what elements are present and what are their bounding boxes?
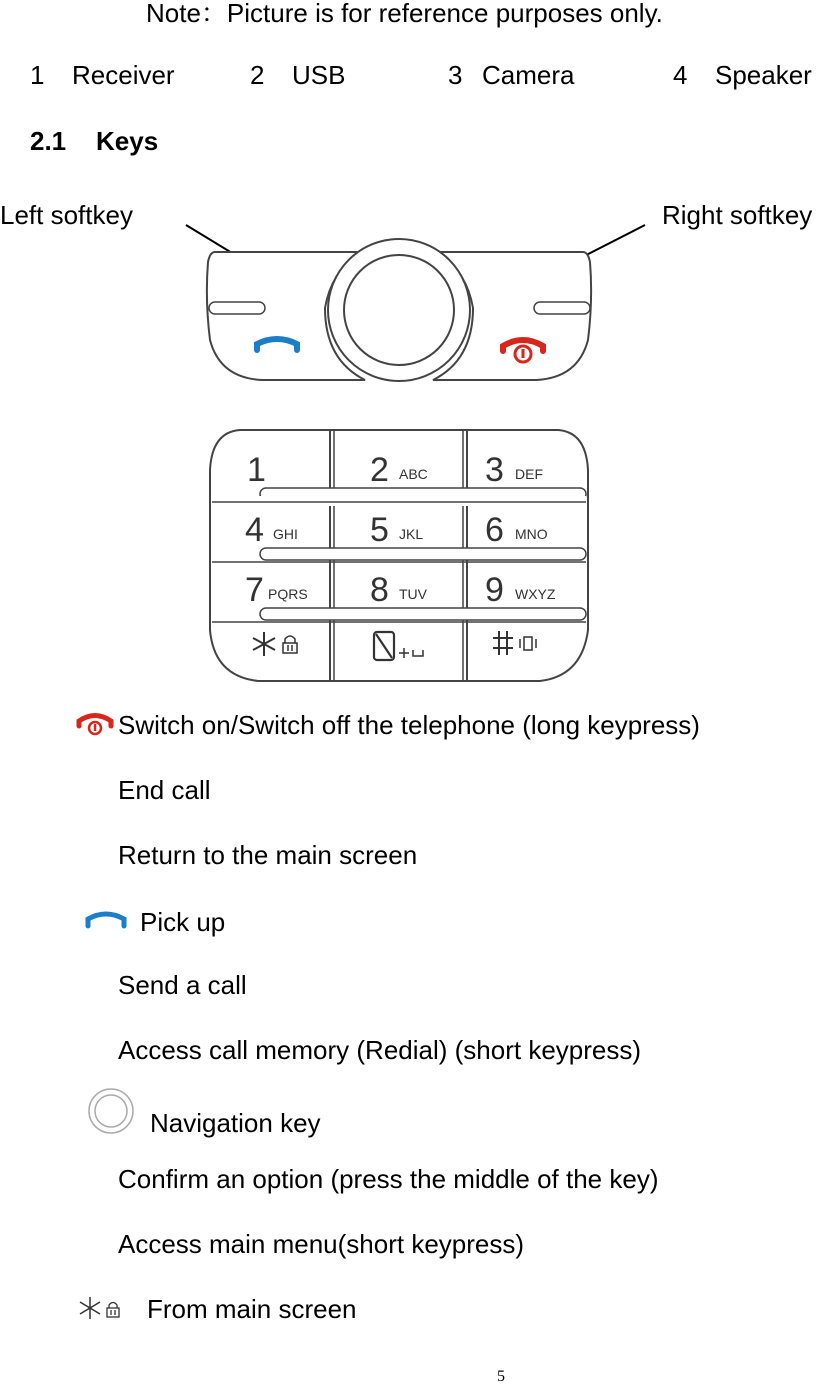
key-digit: 9: [485, 571, 504, 609]
left-softkey-label: Left softkey: [0, 200, 133, 230]
part-label-camera: Camera: [482, 60, 575, 90]
section-number: 2.1: [30, 126, 67, 156]
part-number-3: 3: [448, 60, 463, 90]
star-key-desc-1: From main screen: [147, 1294, 357, 1324]
send-key-desc-1: Pick up: [140, 907, 226, 937]
end-call-icon: [76, 708, 116, 738]
key-letters: WXYZ: [515, 586, 556, 602]
navigation-center-button[interactable]: [344, 255, 454, 365]
key-letters: ABC: [399, 466, 428, 482]
page-number: 5: [497, 1368, 505, 1385]
nav-key-desc-3: Access main menu(short keypress): [118, 1229, 525, 1259]
section-title: Keys: [96, 126, 159, 156]
star-lock-icon: [76, 1294, 126, 1324]
nav-key-desc-1: Navigation key: [150, 1108, 321, 1138]
end-key-desc-3: Return to the main screen: [118, 840, 418, 870]
nav-key-desc-2: Confirm an option (press the middle of the key): [118, 1164, 659, 1194]
part-number-2: 2: [250, 60, 265, 90]
part-number-1: 1: [30, 60, 45, 90]
end-key-desc-2: End call: [118, 775, 211, 805]
key-digit: 5: [370, 511, 389, 549]
key-1[interactable]: [247, 451, 266, 489]
key-digit: 8: [370, 571, 389, 609]
key-letters: JKL: [399, 526, 424, 542]
part-label-receiver: Receiver: [72, 60, 175, 90]
part-number-4: 4: [673, 60, 688, 90]
part-label-speaker: Speaker: [715, 60, 812, 90]
key-letters: PQRS: [268, 586, 308, 602]
right-softkey-label: Right softkey: [662, 200, 813, 230]
navigation-key-icon: [86, 1086, 136, 1136]
key-digit: 6: [485, 511, 504, 549]
end-key-desc-1: Switch on/Switch off the telephone (long keypress): [118, 710, 700, 740]
key-letters: DEF: [515, 466, 543, 482]
part-label-usb: USB: [292, 60, 346, 90]
top-keys-diagram: [0, 0, 829, 420]
key-letters: GHI: [273, 526, 298, 542]
key-letters: TUV: [399, 586, 427, 602]
send-key-desc-3: Access call memory (Redial) (short keypress): [118, 1035, 642, 1065]
key-digit: 3: [485, 451, 504, 489]
numeric-keypad-diagram: [0, 420, 829, 720]
key-letters: MNO: [515, 526, 548, 542]
reference-note: Note：Picture is for reference purposes only.: [146, 0, 663, 28]
send-key-desc-2: Send a call: [118, 970, 247, 1000]
key-digit: 1: [247, 451, 266, 489]
key-digit: 7: [245, 571, 264, 609]
send-call-icon: [84, 906, 128, 932]
key-digit: 2: [370, 451, 389, 489]
key-digit: 4: [245, 511, 264, 549]
